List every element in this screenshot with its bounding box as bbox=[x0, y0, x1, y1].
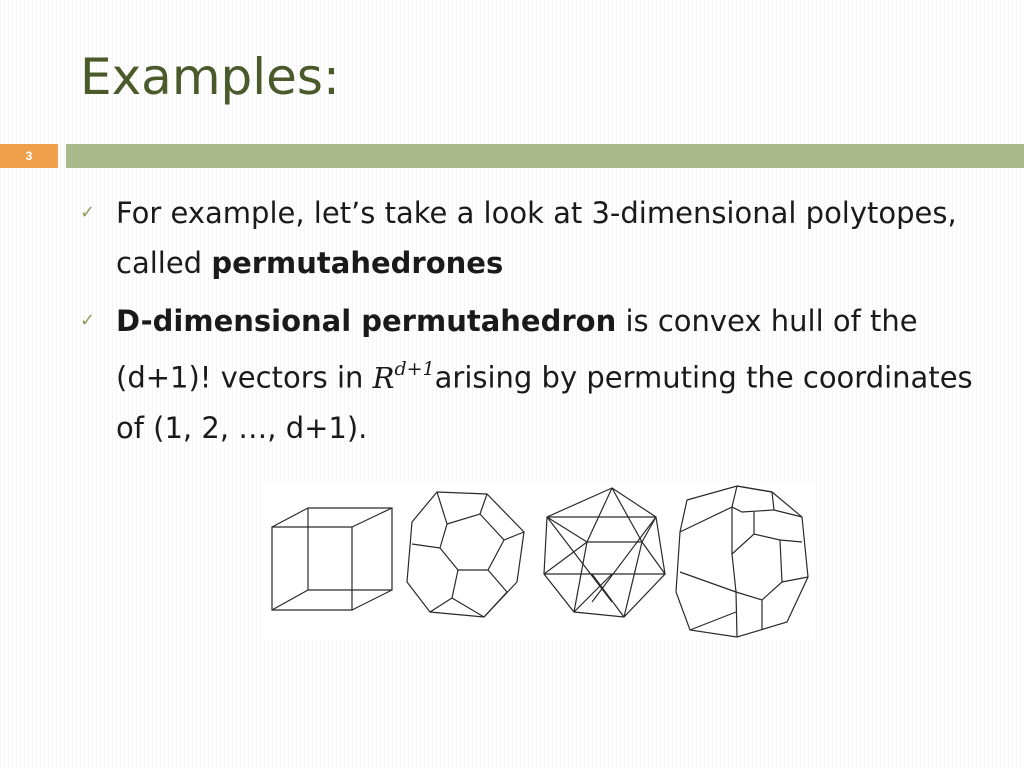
bullet-item-1 bbox=[78, 188, 998, 288]
bullet-list bbox=[78, 188, 998, 461]
icosahedron-shape bbox=[544, 488, 665, 617]
slide-number: 3 bbox=[0, 144, 58, 168]
bullet-1-text: For example, let’s take a look at 3-dimensional polytopes, called bbox=[116, 196, 957, 280]
polytopes-illustration bbox=[262, 482, 814, 640]
header-band bbox=[66, 144, 1024, 168]
bullet-2-bold: D-dimensional permutahedron bbox=[116, 304, 617, 338]
math-base: R bbox=[372, 360, 395, 395]
checkmark-icon: ✓ bbox=[80, 202, 96, 223]
cube-shape bbox=[272, 508, 392, 610]
bullet-2-text-end: arising by permuting the coordinates of (1, 2, …, d+1). bbox=[116, 360, 973, 445]
dodecahedron-shape bbox=[407, 492, 524, 617]
slide-title: Examples: bbox=[80, 48, 340, 106]
bullet-1-bold: permutahedrones bbox=[211, 246, 504, 280]
polytope-figure bbox=[262, 482, 814, 640]
bullet-item-2 bbox=[78, 296, 998, 453]
checkmark-icon: ✓ bbox=[80, 310, 96, 331]
math-superscript: d+1 bbox=[394, 358, 435, 380]
math-expression bbox=[372, 358, 435, 395]
bullet-2-text: is convex hull of the (d+1)! vectors in bbox=[116, 304, 918, 395]
truncated-octahedron-shape bbox=[676, 486, 808, 637]
